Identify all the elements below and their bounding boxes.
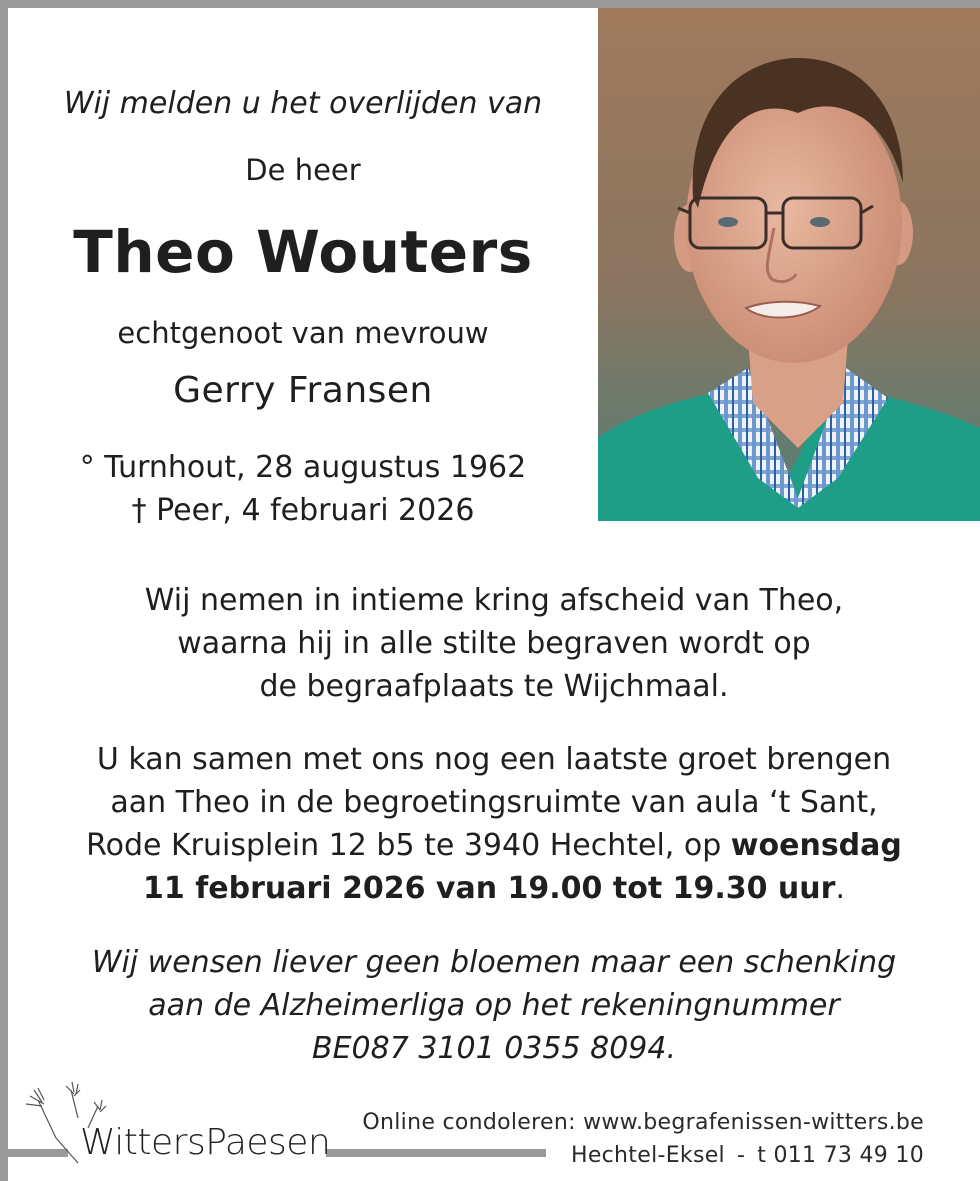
honorific: De heer xyxy=(245,153,361,187)
phone-number[interactable]: t 011 73 49 10 xyxy=(757,1143,924,1168)
spouse-name: Gerry Fransen xyxy=(173,370,433,411)
visitation-day: woensdag xyxy=(730,828,902,863)
visitation-line xyxy=(8,867,980,910)
donation-paragraph xyxy=(8,941,980,1070)
ceremony-line: de begraafplaats te Wijchmaal. xyxy=(259,669,729,704)
donation-line: BE087 3101 0355 8094. xyxy=(312,1031,676,1066)
visitation-paragraph xyxy=(8,738,980,910)
donation-line: aan de Alzheimerliga op het rekeningnummer xyxy=(148,988,840,1023)
intro-text: Wij melden u het overlijden van xyxy=(63,86,543,121)
ceremony-line: Wij nemen in intieme kring afscheid van Theo, xyxy=(144,583,844,618)
donation-line: Wij wensen liever geen bloemen maar een schenking xyxy=(91,945,897,980)
ceremony-paragraph xyxy=(8,579,980,708)
death-line: † Peer, 4 februari 2026 xyxy=(131,493,475,528)
location: Hechtel-Eksel xyxy=(570,1143,725,1168)
separator: - xyxy=(736,1143,746,1168)
footer-divider-right xyxy=(326,1149,546,1157)
spouse-label: echtgenoot van mevrouw xyxy=(117,316,489,350)
visitation-datetime: 11 februari 2026 van 19.00 tot 19.30 uur xyxy=(143,871,836,906)
portrait-photo xyxy=(598,8,980,521)
visitation-line: U kan samen met ons nog een laatste groet brengen xyxy=(96,742,892,777)
visitation-address: Rode Kruisplein 12 b5 te 3940 Hechtel, op xyxy=(86,828,731,863)
condolence-link[interactable]: Online condoleren: www.begrafenissen-witters.be xyxy=(362,1110,924,1135)
visitation-period: . xyxy=(835,871,845,906)
birth-line: ° Turnhout, 28 augustus 1962 xyxy=(79,450,527,485)
visitation-line: aan Theo in de begroetingsruimte van aula ‘t Sant, xyxy=(110,785,878,820)
visitation-line xyxy=(8,824,980,867)
ceremony-line: waarna hij in alle stilte begraven wordt op xyxy=(177,626,811,661)
funeral-home-logo: WittersPaesen xyxy=(80,1122,331,1163)
contact-line xyxy=(571,1143,924,1168)
obituary-card xyxy=(8,8,980,1181)
deceased-name: Theo Wouters xyxy=(73,218,533,286)
